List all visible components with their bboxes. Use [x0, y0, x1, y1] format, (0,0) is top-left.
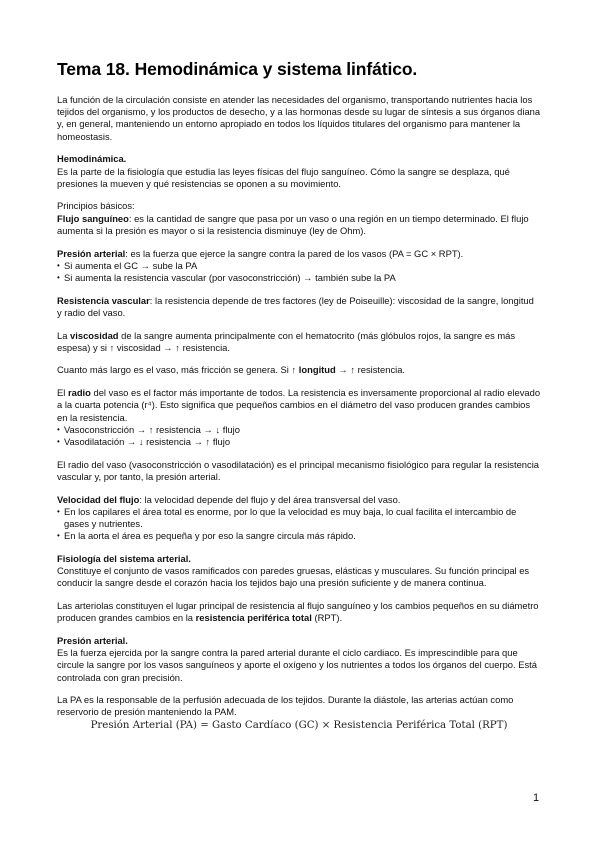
longitud-pre: Cuanto más largo es el vaso, más fricción se genera. Si ↑ — [57, 364, 299, 376]
velocidad-term: Velocidad del flujo — [57, 493, 140, 505]
intro-paragraph: La función de la circulación consiste en atender las necesidades del organismo, transportando nutrientes hacia los tejidos del organismo, y los productos de desecho, y a las hormonas desde su lugar de síntesis a sus órganos diana y, en general, manteniendo un entorno apropiado en todos los líquidos titulares del organismo para mantener la homeostasis. — [57, 94, 541, 142]
longitud-paragraph — [57, 364, 541, 376]
list-item: • Vasodilatación → ↓ resistencia → ↑ flujo — [57, 436, 541, 448]
section-fisiologia — [57, 553, 541, 590]
velocidad-paragraph — [57, 494, 541, 506]
arteriolas-post: (RPT). — [311, 612, 343, 624]
arteriolas-pre: Las arteriolas constituyen el lugar principal de resistencia al flujo sanguíneo y los cambios pequeños en su diámetro producen grandes cambios en la — [57, 600, 539, 624]
viscosidad-text: de la sangre aumenta principalmente con el hematocrito (más glóbulos rojos, la sangre es más espesa) y si ↑ viscosidad → ↑ resistencia. — [57, 329, 516, 353]
velocidad-list — [57, 506, 541, 543]
list-item: • En la aorta el área es pequeña y por eso la sangre circula más rápido. — [57, 530, 541, 542]
principios-paragraph — [57, 200, 541, 237]
resistencia-paragraph — [57, 295, 541, 319]
radio-list — [57, 424, 541, 448]
page-number: 1 — [533, 792, 540, 804]
presion-arterial-text: Es la fuerza ejercida por la sangre contra la pared arterial durante el ciclo cardiaco. Es imprescindible para que circule la sangre por los vasos sanguíneos y aporte el oxígeno y los nutrientes a todos los órganos del cuerpo. Está controlada con gran precisión. — [57, 647, 537, 683]
list-item: • En los capilares el área total es enorme, por lo que la velocidad es muy baja, lo cual facilita el intercambio de gases y nutrientes. — [57, 506, 541, 530]
velocidad-text: : la velocidad depende del flujo y del área transversal del vaso. — [139, 493, 401, 505]
principios-label: Principios básicos: — [57, 200, 135, 212]
radio-pre: El — [57, 387, 68, 399]
radio-text: del vaso es el factor más importante de todos. La resistencia es inversamente proporcional al radio elevado a la cuarta potencia (r⁴). Esto significa que pequeños cambios en el diámetro del vaso producen grandes cambios en la resistencia. — [57, 387, 541, 423]
mecanismo-paragraph: El radio del vaso (vasoconstricción o vasodilatación) es el principal mecanismo fisiológico para regular la resistencia vascular y, por tanto, la presión arterial. — [57, 458, 540, 482]
fisiologia-text: Constituye el conjunto de vasos ramificados con paredes gruesas, elásticas y musculares. Su función principal es conducir la sangre desde el corazón hacia los tejidos bajo una presión suficiente y de manera continua. — [57, 565, 530, 589]
section-hemodinamica — [57, 153, 541, 190]
presion-arterial-heading: Presión arterial. — [57, 634, 128, 646]
hemodinamica-heading: Hemodinámica. — [57, 153, 127, 165]
arteriolas-paragraph — [57, 600, 541, 624]
fisiologia-heading: Fisiología del sistema arterial. — [57, 552, 191, 564]
viscosidad-paragraph — [57, 330, 541, 354]
pa-formula: Presión Arterial (PA) = Gasto Cardíaco (GC) × Resistencia Periférica Total (RPT) — [90, 719, 508, 731]
flujo-term: Flujo sanguíneo — [57, 212, 129, 224]
document-page — [57, 58, 541, 731]
list-item: • Vasoconstricción → ↑ resistencia → ↓ flujo — [57, 424, 541, 436]
resistencia-term: Resistencia vascular — [57, 294, 150, 306]
arteriolas-term: resistencia periférica total — [195, 612, 312, 624]
presion-list — [57, 260, 541, 284]
presion-paragraph — [57, 248, 541, 260]
resistencia-text: : la resistencia depende de tres factores (ley de Poiseuille): viscosidad de la sangre, longitud y radio del vaso. — [57, 294, 534, 318]
longitud-term: longitud — [298, 364, 336, 376]
radio-paragraph — [57, 387, 541, 424]
hemodinamica-text: Es la parte de la fisiología que estudia las leyes físicas del flujo sanguíneo. Cómo la sangre se desplaza, qué presiones la mueven y qué resistencias se oponen a su movimiento. — [57, 165, 510, 189]
presion-text: : es la fuerza que ejerce la sangre contra la pared de los vasos (PA = GC × RPT). — [125, 247, 464, 259]
section-presion-arterial — [57, 635, 541, 684]
list-item: • Si aumenta el GC → sube la PA — [57, 260, 541, 272]
viscosidad-pre: La — [57, 329, 71, 341]
perfusion-paragraph: La PA es la responsable de la perfusión adecuada de los tejidos. Durante la diástole, las arterias actúan como reservorio de presión manteniendo la PAM. — [57, 694, 514, 718]
page-title: Tema 18. Hemodinámica y sistema linfático. — [57, 59, 418, 79]
longitud-post: → ↑ resistencia. — [335, 364, 406, 376]
list-item: • Si aumenta la resistencia vascular (por vasoconstricción) → también sube la PA — [57, 272, 541, 284]
viscosidad-term: viscosidad — [70, 329, 119, 341]
radio-term: radio — [67, 387, 91, 399]
flujo-text: : es la cantidad de sangre que pasa por un vaso o una región en un tiempo determinado. El flujo aumenta si la presión es mayor o si la resistencia disminuye (ley de Ohm). — [57, 212, 529, 236]
presion-term: Presión arterial — [57, 247, 126, 259]
